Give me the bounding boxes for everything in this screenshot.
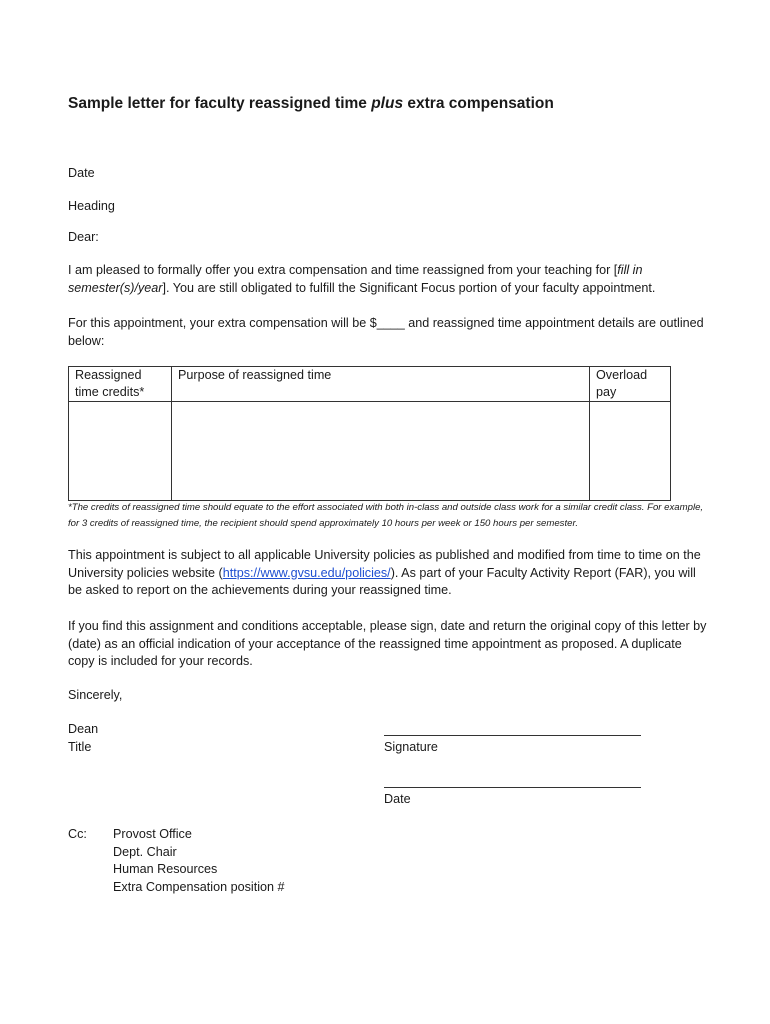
policy-text-end: ). As part of your Faculty Activity Report (FAR), you will be asked to report on the achievements during your reassigned time. (68, 565, 696, 597)
letter-title (68, 95, 554, 113)
signer-name: Dean (68, 722, 99, 736)
header-credits: Reassigned time credits* (69, 367, 172, 402)
offer-text: I am pleased to formally offer you extra compensation and time reassigned from your teaching for [ (68, 263, 618, 277)
table-footnote: *The credits of reassigned time should equate to the effort associated with both in-class and outside class work for a similar credit class. For example, for 3 credits of reassigned time, the recipient should spend approximately 10 hours per week or 150 hours per semester. (68, 502, 704, 529)
cc-list (113, 826, 285, 896)
table-header-row (69, 367, 671, 402)
list-item: Provost Office (113, 827, 192, 841)
signature-line[interactable] (384, 735, 641, 736)
policy-text: This appointment is subject to all applicable University policies as published and modified from time to time on the University policies website ( (68, 548, 701, 580)
title-emphasis: plus (371, 95, 404, 112)
list-item: Human Resources (113, 862, 218, 876)
closing: Sincerely, (68, 688, 123, 702)
date-signature-line[interactable] (384, 787, 641, 788)
list-item: Extra Compensation position # (113, 879, 285, 894)
policy-link[interactable]: https://www.gvsu.edu/policies/ (222, 565, 391, 580)
offer-text-end: ]. You are still obligated to fulfill the Significant Focus portion of your faculty appointment. (162, 280, 656, 295)
offer-paragraph (68, 262, 708, 297)
header-overload-pay: Overload pay (590, 367, 671, 402)
heading-line: Heading (68, 199, 115, 213)
offer-fill-in: fill in semester(s)/year (68, 263, 643, 295)
date-line: Date (68, 166, 95, 180)
table-row (69, 402, 671, 501)
reassigned-time-table (68, 366, 671, 501)
title-prefix: Sample letter for faculty reassigned time (68, 95, 372, 112)
title-suffix: extra compensation (403, 95, 554, 112)
header-purpose: Purpose of reassigned time (172, 367, 590, 402)
salutation: Dear: (68, 230, 99, 244)
signature-label: Signature (384, 740, 438, 754)
credits-cell[interactable] (69, 402, 172, 501)
purpose-cell[interactable] (172, 402, 590, 501)
list-item: Dept. Chair (113, 844, 177, 859)
policy-paragraph (68, 547, 708, 600)
cc-label: Cc: (68, 827, 87, 841)
acceptance-paragraph: If you find this assignment and conditions acceptable, please sign, date and return the original copy of this letter by (date) as an official indication of your acceptance of the reassigned time appointment as proposed. A duplicate copy is included for your records. (68, 619, 707, 668)
compensation-paragraph: For this appointment, your extra compensation will be $____ and reassigned time appointment details are outlined below: (68, 316, 704, 348)
overload-pay-cell[interactable] (590, 402, 671, 501)
signer-title: Title (68, 740, 92, 754)
sign-date-label: Date (384, 792, 411, 806)
